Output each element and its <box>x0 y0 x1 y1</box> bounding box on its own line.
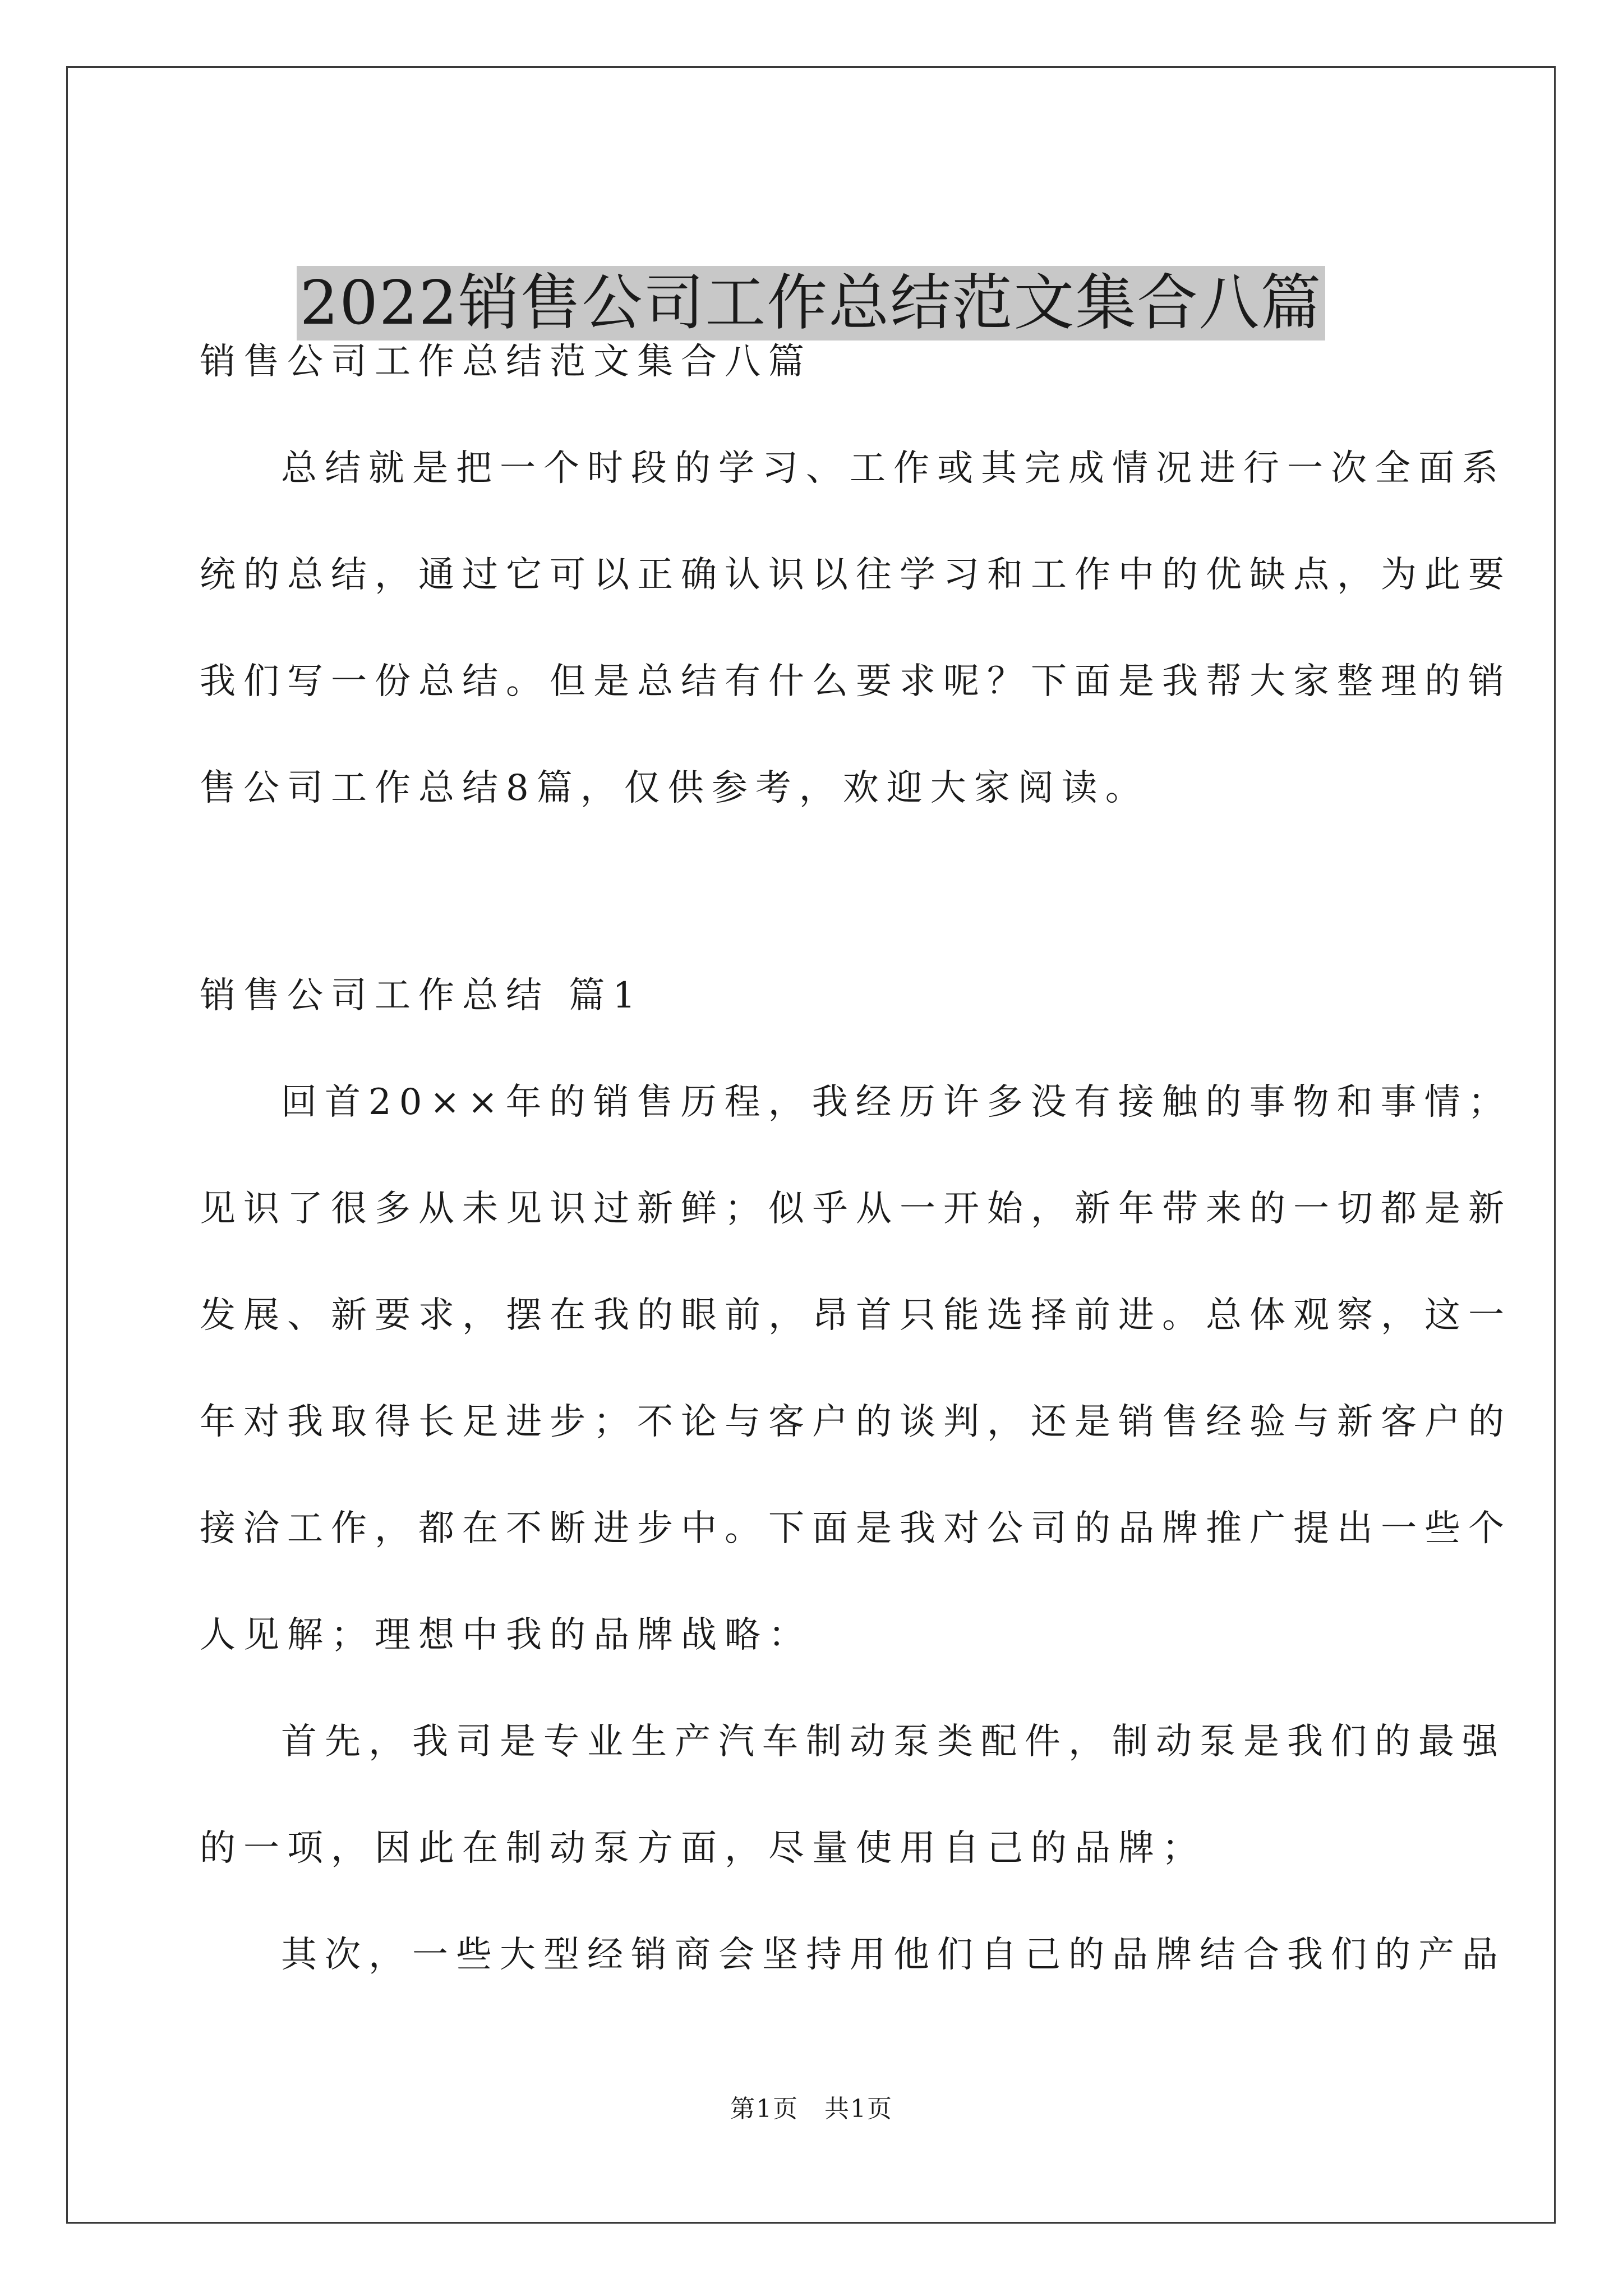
document-body <box>200 309 1512 2008</box>
paragraph-line: 见识了很多从未见识过新鲜；似乎从一开始，新年带来的一切都是新 <box>200 1188 1512 1230</box>
document-title-text: 2022销售公司工作总结范文集合八篇 <box>297 266 1326 341</box>
paragraph-line: 的一项，因此在制动泵方面，尽量使用自己的品牌； <box>200 1828 1206 1869</box>
paragraph-line: 年对我取得长足进步；不论与客户的谈判，还是销售经验与新客户的 <box>200 1401 1512 1443</box>
paragraph-line: 回首20××年的销售历程，我经历许多没有接触的事物和事情； <box>281 1082 1512 1123</box>
intro-line: 总结就是把一个时段的学习、工作或其完成情况进行一次全面系 <box>281 448 1506 489</box>
document-subtitle: 销售公司工作总结范文集合八篇 <box>200 341 812 383</box>
paragraph-line: 接洽工作，都在不断进步中。下面是我对公司的品牌推广提出一些个 <box>200 1508 1512 1549</box>
paragraph-line: 其次，一些大型经销商会坚持用他们自己的品牌结合我们的产品 <box>281 1934 1506 1976</box>
intro-line: 售公司工作总结8篇，仅供参考，欢迎大家阅读。 <box>200 767 1149 809</box>
intro-line: 统的总结，通过它可以正确认识以往学习和工作中的优缺点，为此要 <box>200 554 1512 596</box>
paragraph-gap <box>200 841 1439 942</box>
section-heading: 销售公司工作总结 篇1 <box>200 975 644 1016</box>
paragraph-line: 发展、新要求，摆在我的眼前，昂首只能选择前进。总体观察，这一 <box>200 1295 1512 1336</box>
intro-line: 我们写一份总结。但是总结有什么要求呢？下面是我帮大家整理的销 <box>200 661 1512 702</box>
paragraph-line: 人见解；理想中我的品牌战略： <box>200 1614 812 1656</box>
page-footer: 第1页 共1页 <box>730 2095 893 2123</box>
paragraph-line: 首先，我司是专业生产汽车制动泵类配件，制动泵是我们的最强 <box>281 1721 1506 1763</box>
